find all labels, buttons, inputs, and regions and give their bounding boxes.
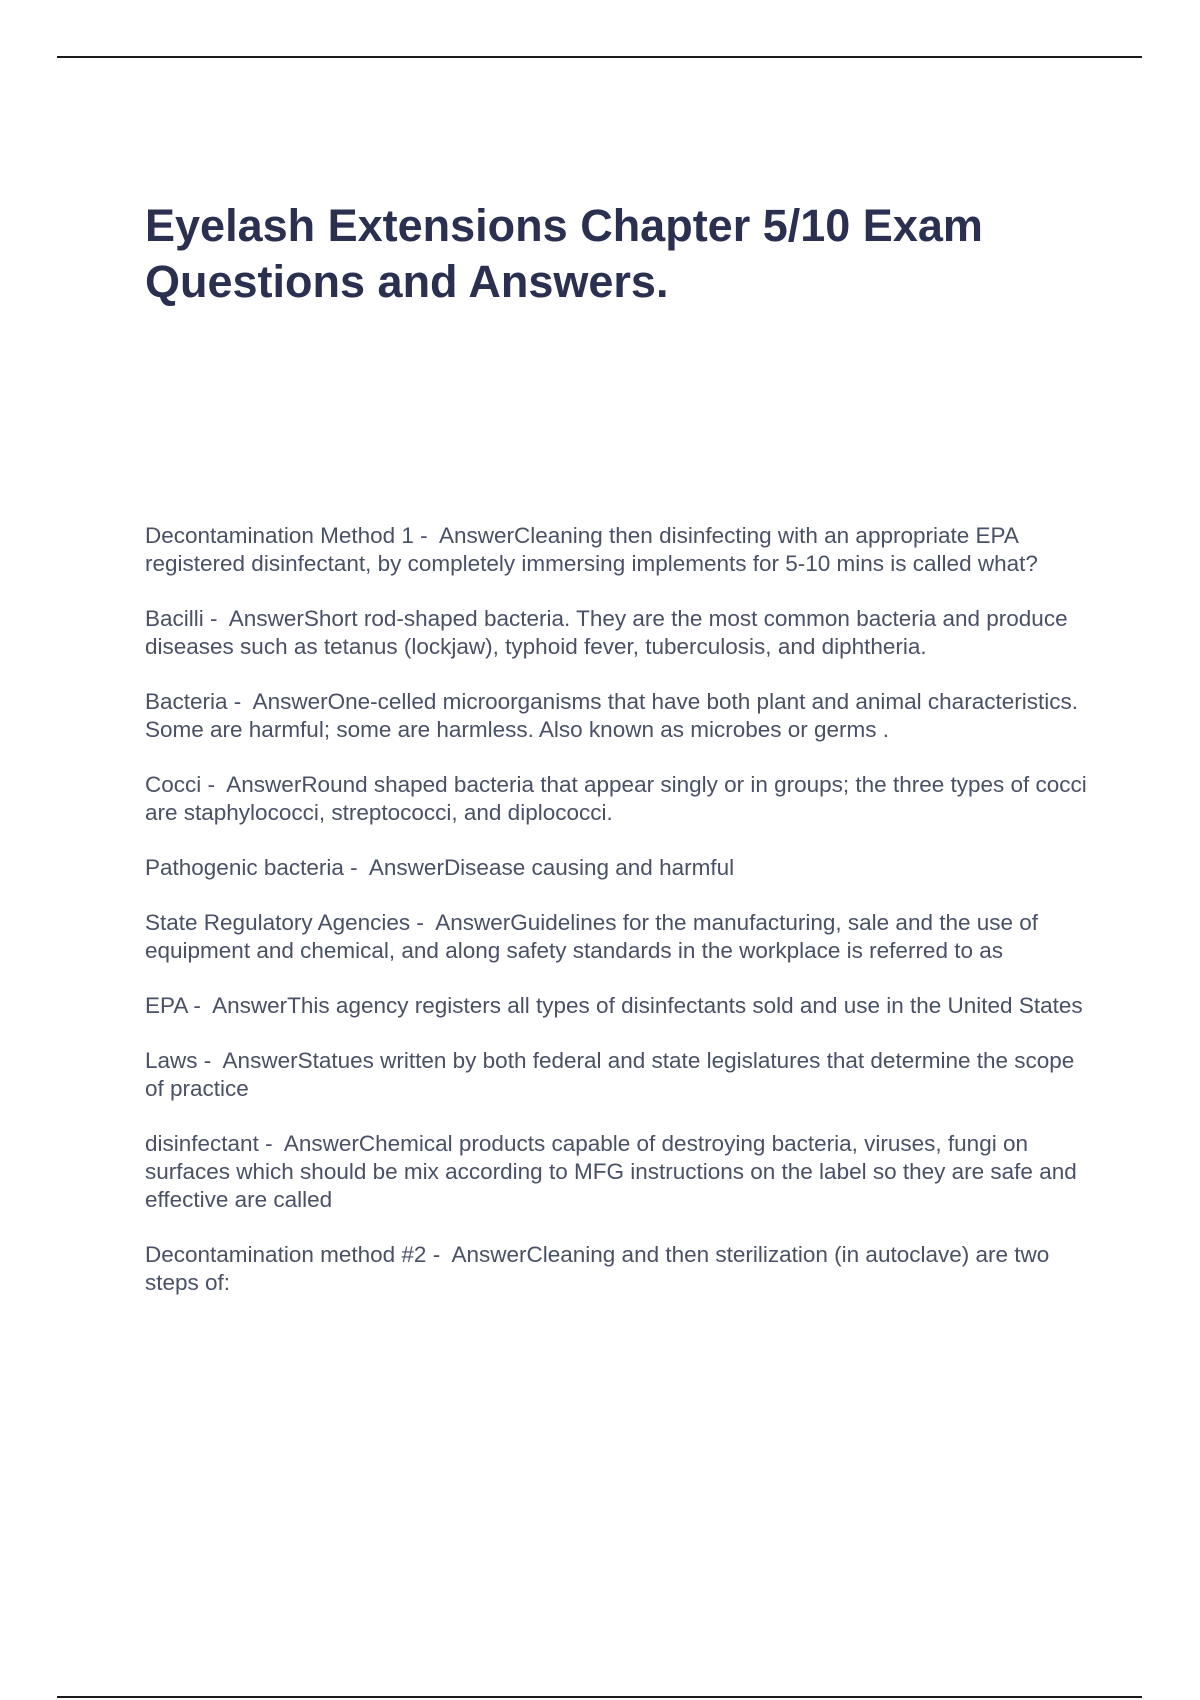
answer-prefix: Answer [283, 1131, 359, 1156]
qa-item [145, 1130, 1090, 1214]
qa-answer: Chemical products capable of destroying bacteria, viruses, fungi on surfaces which should be mix according to MFG instructions on the label so they are safe and effective are called [145, 1131, 1077, 1212]
qa-separator: - [203, 606, 229, 631]
answer-prefix: Answer [222, 1048, 298, 1073]
answer-prefix: Answer [451, 1242, 527, 1267]
answer-prefix: Answer [252, 689, 328, 714]
answer-prefix: Answer [435, 910, 511, 935]
qa-term: EPA [145, 993, 188, 1018]
qa-answer: Statues written by both federal and state legislatures that determine the scope of practice [145, 1048, 1075, 1101]
qa-answer: Round shaped bacteria that appear singly or in groups; the three types of cocci are staphylococci, streptococci, and diplococci. [145, 772, 1087, 825]
qa-item [145, 1047, 1090, 1103]
qa-item [145, 688, 1090, 744]
answer-prefix: Answer [212, 993, 288, 1018]
qa-separator: - [343, 855, 369, 880]
qa-item [145, 909, 1090, 965]
qa-separator: - [187, 993, 213, 1018]
qa-separator: - [201, 772, 227, 797]
answer-prefix: Answer [438, 523, 514, 548]
answer-prefix: Answer [226, 772, 302, 797]
qa-item [145, 854, 1090, 882]
qa-answer: Cleaning then disinfecting with an appropriate EPA registered disinfectant, by completely immersing implements for 5-10 mins is called what? [145, 523, 1038, 576]
qa-answer: Disease causing and harmful [443, 855, 735, 880]
qa-item [145, 522, 1090, 578]
qa-answer: One-celled microorganisms that have both plant and animal characteristics. Some are harmful; some are harmless. Also known as microbes or germs . [145, 689, 1078, 742]
qa-answer: Short rod-shaped bacteria. They are the most common bacteria and produce diseases such as tetanus (lockjaw), typhoid fever, tuberculosis, and diphtheria. [145, 606, 1068, 659]
qa-item [145, 771, 1090, 827]
qa-term: Pathogenic bacteria [145, 855, 344, 880]
qa-separator: - [410, 910, 436, 935]
bottom-divider [57, 1696, 1142, 1698]
qa-term: Decontamination method #2 [145, 1242, 427, 1267]
qa-term: Cocci [145, 772, 202, 797]
qa-separator: - [413, 523, 439, 548]
qa-answer: Cleaning and then sterilization (in autoclave) are two steps of: [145, 1242, 1050, 1295]
qa-answer: Guidelines for the manufacturing, sale and the use of equipment and chemical, and along safety standards in the workplace is referred to as [145, 910, 1039, 963]
qa-item [145, 1241, 1090, 1297]
top-divider [57, 56, 1142, 58]
qa-term: Bacilli [145, 606, 204, 631]
qa-separator: - [426, 1242, 452, 1267]
answer-prefix: Answer [368, 855, 444, 880]
qa-term: State Regulatory Agencies [145, 910, 411, 935]
qa-separator: - [258, 1131, 284, 1156]
qa-term: disinfectant [145, 1131, 259, 1156]
qa-term: Laws [145, 1048, 198, 1073]
qa-term: Decontamination Method 1 [145, 523, 414, 548]
qa-item [145, 605, 1090, 661]
qa-term: Bacteria [145, 689, 228, 714]
qa-list [145, 522, 1090, 1324]
answer-prefix: Answer [228, 606, 304, 631]
qa-separator: - [197, 1048, 223, 1073]
qa-answer: This agency registers all types of disinfectants sold and use in the United States [287, 993, 1083, 1018]
qa-item [145, 992, 1090, 1020]
qa-separator: - [227, 689, 253, 714]
page-title: Eyelash Extensions Chapter 5/10 Exam Questions and Answers. [145, 200, 983, 307]
